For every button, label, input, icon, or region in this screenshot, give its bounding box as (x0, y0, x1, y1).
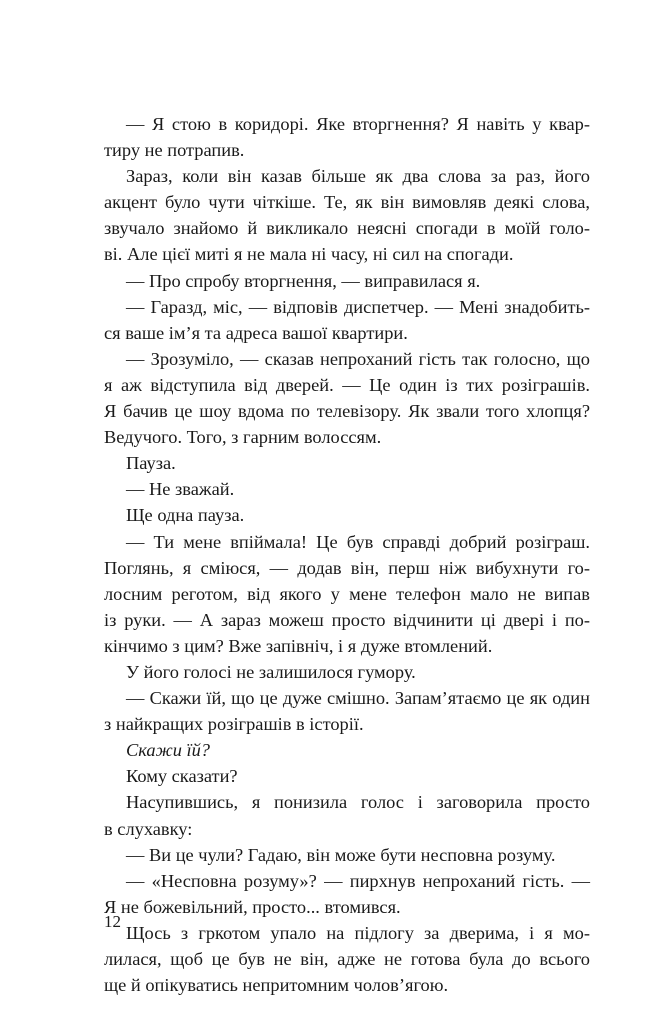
text-line: Ще одна пауза. (126, 505, 245, 526)
text-line-italic: Скажи їй? (126, 740, 211, 761)
text-line: Кому сказати? (126, 766, 238, 787)
text-line: Ведучого. Того, з гарним волоссям. (104, 427, 382, 448)
text-line: лосним реготом, від якого у мене телефон мало не випав (104, 583, 590, 604)
text-line: — Скажи їй, що це дуже смішно. Запам’ятаємо це як один (126, 688, 590, 709)
text-line: — Зрозуміло, — сказав непроханий гість так голосно, що (126, 348, 590, 369)
text-line: тиру не потрапив. (104, 140, 245, 161)
text-line: ся ваше ім’я та адреса вашої квартири. (104, 322, 408, 343)
text-line: в слухавку: (104, 818, 193, 839)
text-line: Поглянь, я сміюся, — додав він, перш ніж вибухнути го- (104, 557, 590, 578)
text-line: У його голосі не залишилося гумору. (126, 661, 416, 682)
text-line: — Не зважай. (126, 479, 235, 500)
text-line: — Гаразд, міс, — відповів диспетчер. — Мені знадобить- (126, 296, 590, 317)
page-body-text (104, 111, 590, 998)
text-line: — Я стою в коридорі. Яке вторгнення? Я навіть у квар- (126, 114, 590, 134)
text-line: Я бачив це шоу вдома по телевізору. Як звали того хлопця? (104, 401, 590, 422)
text-line: кінчимо з цим? Вже запівніч, і я дуже втомлений. (104, 635, 493, 656)
text-line: Пауза. (126, 453, 176, 474)
text-line: Щось з гркотом упало на підлогу за дверима, і я мо- (126, 922, 590, 943)
text-line: акцент було чути чіткіше. Те, як він вимовляв деякі слова, (104, 192, 590, 213)
text-line: ще й опікуватись непритомним чолов’ягою. (104, 975, 449, 996)
text-line: — Ви це чули? Гадаю, він може бути несповна розуму. (126, 844, 556, 865)
text-line: — Про спробу вторгнення, — виправилася я. (126, 270, 481, 291)
text-line: Зараз, коли він казав більше як два слова за раз, його (126, 166, 590, 187)
text-line: — Ти мене впіймала! Це був справді добрий розіграш. (126, 531, 590, 552)
text-line: з найкращих розіграшів в історії. (104, 714, 364, 735)
text-line: — «Несповна розуму»? — пирхнув непроханий гість. — (126, 870, 590, 891)
text-line: звучало знайомо й викликало неясні спогади в моїй голо- (104, 218, 590, 239)
text-line: із руки. — А зараз можеш просто відчинити ці двері і по- (104, 609, 590, 630)
text-line: Насупившись, я понизила голос і заговорила просто (126, 792, 590, 813)
text-line: ві. Але цієї миті я не мала ні часу, ні сил на спогади. (104, 244, 514, 265)
text-line: Я не божевільний, просто... втомився. (104, 896, 401, 917)
page-number: 12 (104, 912, 121, 931)
text-line: я аж відступила від дверей. — Це один із тих розіграшів. (104, 374, 590, 395)
text-line: лилася, щоб це був не він, адже не готова була до всього (104, 949, 590, 969)
